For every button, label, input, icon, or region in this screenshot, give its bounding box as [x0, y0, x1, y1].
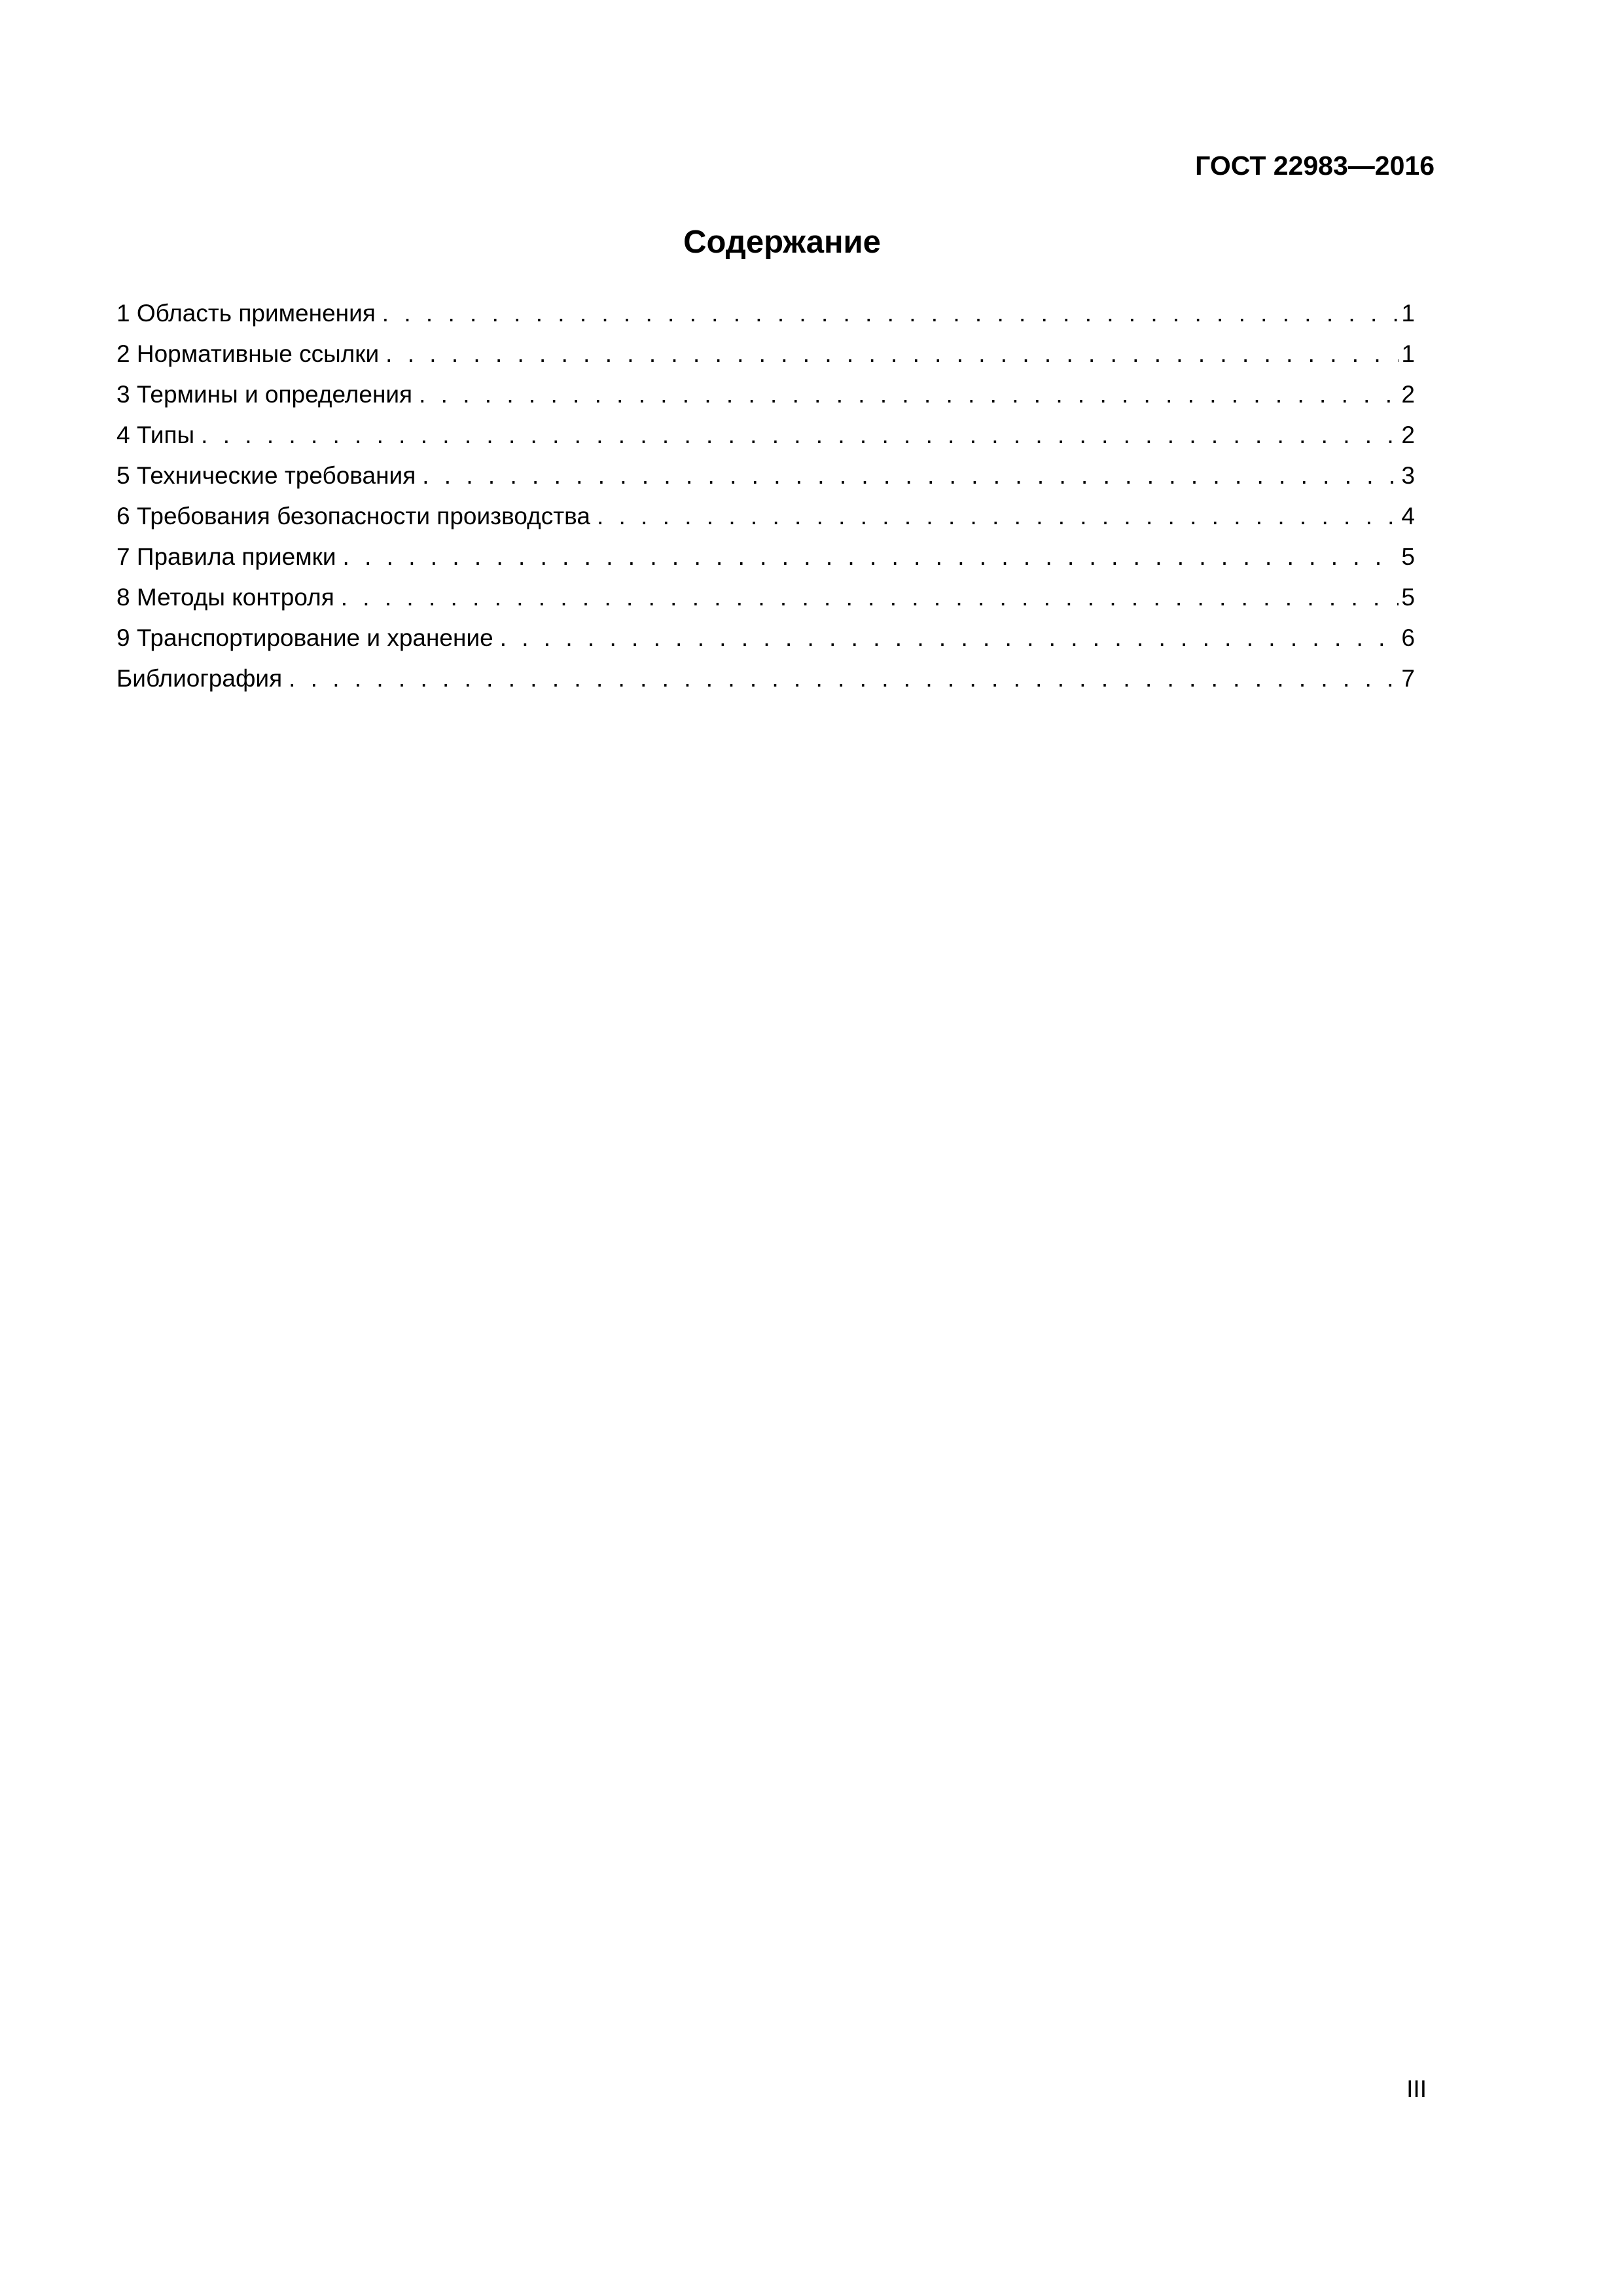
toc-item-label: 9 Транспортирование и хранение	[116, 624, 493, 651]
toc-item[interactable]	[116, 374, 1415, 415]
toc-item[interactable]	[116, 618, 1415, 658]
toc-dot-leader	[282, 658, 1399, 699]
page-number: III	[1406, 2075, 1427, 2102]
toc-dot-leader	[376, 293, 1399, 334]
toc-item-page: 3	[1401, 462, 1415, 489]
toc-item[interactable]	[116, 496, 1415, 537]
table-of-contents	[116, 293, 1415, 699]
toc-dot-leader	[412, 374, 1399, 415]
toc-item-label: 2 Нормативные ссылки	[116, 340, 380, 367]
toc-dot-leader	[590, 496, 1399, 537]
toc-dot-leader	[493, 618, 1399, 658]
toc-item[interactable]	[116, 537, 1415, 577]
toc-item-label: 4 Типы	[116, 422, 195, 448]
toc-item[interactable]	[116, 415, 1415, 456]
document-code: ГОСТ 22983—2016	[1195, 151, 1435, 181]
toc-dot-leader	[379, 334, 1399, 374]
toc-dot-leader	[194, 415, 1399, 456]
toc-item-label: 8 Методы контроля	[116, 584, 334, 611]
toc-item-page: 4	[1401, 503, 1415, 529]
toc-item[interactable]	[116, 293, 1415, 334]
toc-title: Содержание	[683, 224, 881, 260]
toc-item[interactable]	[116, 658, 1415, 699]
toc-item-label: 6 Требования безопасности производства	[116, 503, 590, 529]
toc-item-page: 2	[1401, 422, 1415, 448]
toc-item-page: 6	[1401, 624, 1415, 651]
toc-item-label: Библиография	[116, 665, 283, 692]
toc-dot-leader	[336, 537, 1399, 577]
toc-item-label: 3 Термины и определения	[116, 381, 413, 408]
toc-item-label: 5 Технические требования	[116, 462, 416, 489]
toc-item[interactable]	[116, 577, 1415, 618]
toc-item-label: 1 Область применения	[116, 300, 376, 327]
toc-item[interactable]	[116, 334, 1415, 374]
toc-dot-leader	[416, 456, 1399, 496]
toc-item-page: 5	[1401, 543, 1415, 570]
toc-item-label: 7 Правила приемки	[116, 543, 336, 570]
toc-item-page: 7	[1401, 665, 1415, 692]
toc-dot-leader	[334, 577, 1399, 618]
toc-item[interactable]	[116, 456, 1415, 496]
toc-item-page: 1	[1401, 300, 1415, 327]
toc-item-page: 1	[1401, 340, 1415, 367]
toc-item-page: 2	[1401, 381, 1415, 408]
toc-item-page: 5	[1401, 584, 1415, 611]
